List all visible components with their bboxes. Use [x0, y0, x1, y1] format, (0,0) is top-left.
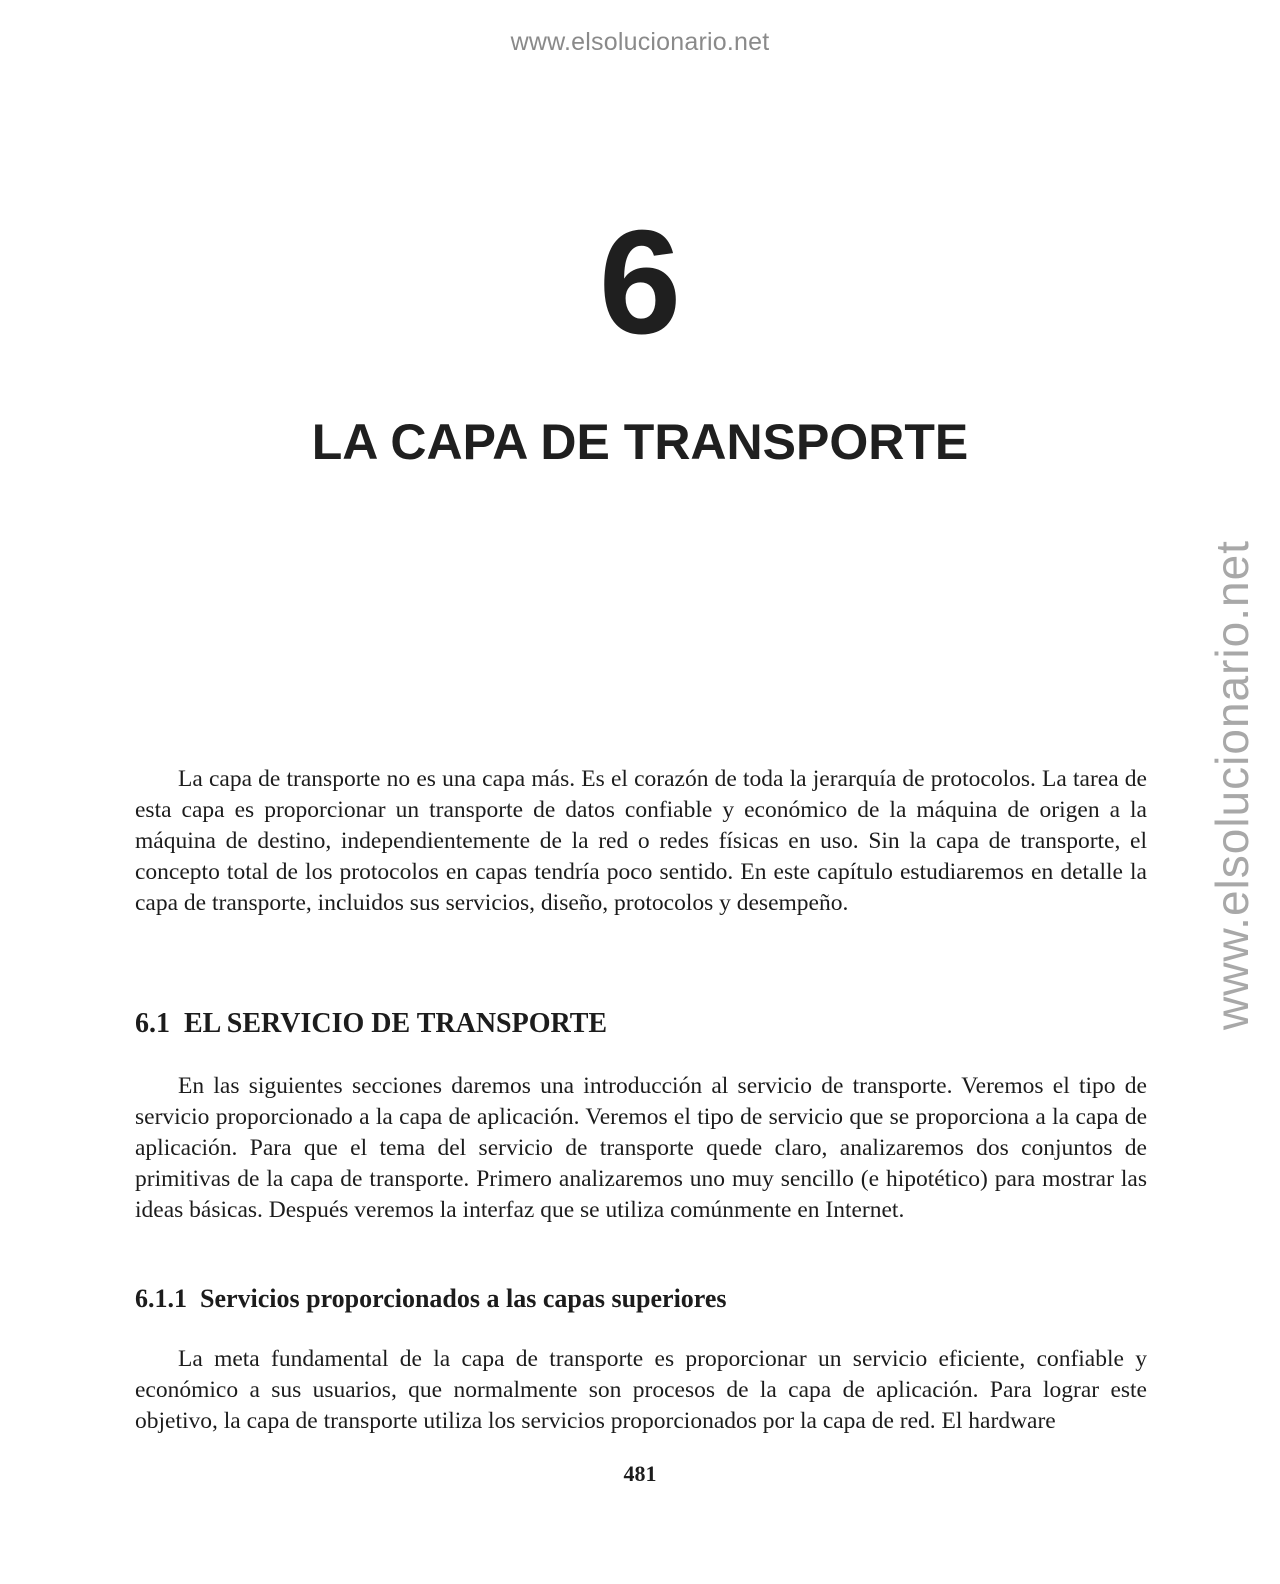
watermark-top: www.elsolucionario.net: [510, 28, 770, 56]
intro-paragraph: La capa de transporte no es una capa más. Es el corazón de toda la jerarquía de protocolos. La tarea de esta capa es proporcionar un transporte de datos confiable y económico de la máquina de origen a la máquina de destino, independientemente de la red o redes físicas en uso. Sin la capa de transporte, el concepto total de los protocolos en capas tendría poco sentido. En este capítulo estudiaremos en detalle la capa de transporte, incluidos sus servicios, diseño, protocolos y desempeño.: [135, 766, 1147, 916]
section-6-1-paragraph: En las siguientes secciones daremos una introducción al servicio de transporte. Veremos el tipo de servicio proporcionado a la capa de aplicación. Veremos el tipo de servicio que se proporciona a la capa de aplicación. Para que el tema del servicio de transporte quede claro, analizaremos dos conjuntos de primitivas de la capa de transporte. Primero analizaremos uno muy sencillo (e hipotético) para mostrar las ideas básicas. Después veremos la interfaz que se utiliza comúnmente en Internet.: [135, 1073, 1147, 1223]
section-heading-6-1-1: 6.1.1 Servicios proporcionados a las capas superiores: [135, 1284, 727, 1313]
section-6-1-1-paragraph: La meta fundamental de la capa de transporte es proporcionar un servicio eficiente, confiable y económico a sus usuarios, que normalmente son procesos de la capa de aplicación. Para lograr este objetivo, la capa de transporte utiliza los servicios proporcionados por la capa de red. El hardware: [135, 1346, 1147, 1434]
section-heading-6-1: 6.1 EL SERVICIO DE TRANSPORTE: [135, 1008, 608, 1039]
chapter-number: 6: [598, 200, 682, 365]
page-number: 481: [623, 1461, 657, 1486]
watermark-side: www.elsolucionario.net: [1206, 540, 1258, 1030]
chapter-title: LA CAPA DE TRANSPORTE: [311, 414, 969, 470]
